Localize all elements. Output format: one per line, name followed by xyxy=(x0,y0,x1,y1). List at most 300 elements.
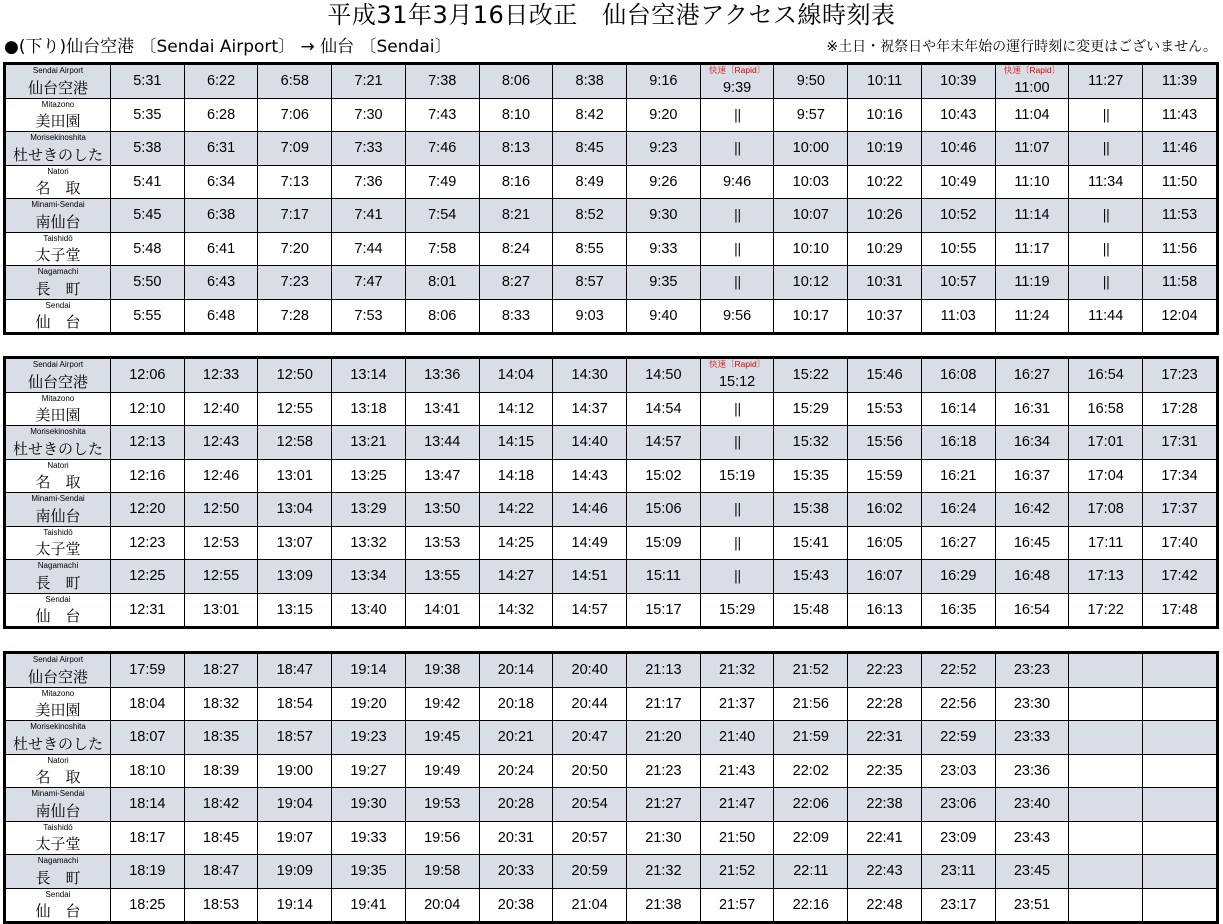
departure-time: 10:26 xyxy=(866,207,903,224)
time-cell xyxy=(111,299,185,333)
time-cell xyxy=(995,165,1069,199)
station-name-ja: 名 取 xyxy=(35,768,81,786)
table-row xyxy=(6,855,1217,889)
time-cell xyxy=(479,593,553,627)
time-cell xyxy=(921,788,995,822)
departure-time: 18:47 xyxy=(202,863,240,880)
time-cell xyxy=(848,593,922,627)
departure-time: 9:20 xyxy=(649,106,678,123)
time-cell xyxy=(700,493,774,527)
departure-time: 10:46 xyxy=(940,140,977,157)
departure-time: 18:19 xyxy=(129,863,166,880)
departure-time: 17:08 xyxy=(1087,501,1124,518)
departure-time: 10:52 xyxy=(940,207,977,224)
time-cell xyxy=(774,888,848,922)
station-name-en: Nagamachi xyxy=(37,561,79,570)
departure-time: 10:39 xyxy=(940,73,977,90)
time-cell xyxy=(405,98,479,132)
departure-time: 21:59 xyxy=(792,729,829,746)
departure-time: 12:31 xyxy=(129,601,166,618)
departure-time: 20:47 xyxy=(571,729,608,746)
time-cell xyxy=(700,788,774,822)
time-cell xyxy=(405,654,479,688)
time-cell xyxy=(479,359,553,393)
table-row xyxy=(6,98,1217,132)
departure-time: 6:43 xyxy=(206,274,236,291)
time-cell xyxy=(479,821,553,855)
station-name-en: Morisekinoshita xyxy=(30,133,86,142)
departure-time: 20:50 xyxy=(571,762,608,779)
time-cell xyxy=(627,299,701,333)
departure-time: 10:57 xyxy=(940,274,977,291)
departure-time: 20:57 xyxy=(571,829,608,846)
time-cell xyxy=(700,299,774,333)
time-cell xyxy=(627,821,701,855)
departure-time: 15:32 xyxy=(792,434,829,451)
departure-time: 19:35 xyxy=(350,863,387,880)
departure-time: 10:10 xyxy=(792,240,829,257)
departure-time: 20:24 xyxy=(497,762,535,779)
time-cell xyxy=(700,132,774,166)
station-name-cell xyxy=(6,165,111,199)
table-row xyxy=(6,65,1217,99)
time-cell xyxy=(332,232,406,266)
departure-time: 23:45 xyxy=(1013,863,1051,880)
departure-time: 22:09 xyxy=(792,829,829,846)
departure-time: 8:27 xyxy=(501,274,531,291)
station-name-en: Morisekinoshita xyxy=(30,427,86,436)
departure-time: 7:43 xyxy=(428,106,457,123)
station-name-cell xyxy=(6,232,111,266)
time-cell xyxy=(995,98,1069,132)
time-cell xyxy=(405,493,479,527)
departure-time: 18:17 xyxy=(129,829,166,846)
time-cell xyxy=(1069,493,1143,527)
time-cell xyxy=(921,232,995,266)
time-cell xyxy=(921,526,995,560)
time-cell xyxy=(1069,232,1143,266)
time-cell xyxy=(258,98,332,132)
time-cell xyxy=(479,392,553,426)
station-name-en: Nagamachi xyxy=(37,856,79,865)
departure-time: 13:09 xyxy=(276,568,313,585)
time-cell xyxy=(700,888,774,922)
departure-time: 15:56 xyxy=(866,434,903,451)
departure-time: 8:33 xyxy=(501,307,531,324)
departure-time: 13:04 xyxy=(276,501,313,518)
time-cell xyxy=(332,855,406,889)
departure-time: 13:18 xyxy=(350,400,387,417)
time-cell xyxy=(479,299,553,333)
departure-time: 11:58 xyxy=(1161,274,1198,291)
departure-time: 16:45 xyxy=(1013,534,1051,551)
departure-time: 7:17 xyxy=(280,207,309,224)
time-cell xyxy=(1143,232,1217,266)
time-cell xyxy=(479,788,553,822)
timetable xyxy=(5,64,1217,333)
departure-time: 15:59 xyxy=(866,467,903,484)
departure-time: 12:53 xyxy=(202,534,240,551)
station-name-ja: 南仙台 xyxy=(35,801,81,820)
departure-time: 16:08 xyxy=(940,367,977,384)
time-cell xyxy=(774,754,848,788)
departure-time: 11:00 xyxy=(1014,79,1050,96)
time-cell xyxy=(774,721,848,755)
time-cell xyxy=(774,165,848,199)
time-cell xyxy=(184,526,258,560)
time-cell xyxy=(995,788,1069,822)
time-cell xyxy=(258,65,332,99)
station-name-cell xyxy=(6,493,111,527)
departure-time: 10:55 xyxy=(940,240,977,257)
time-cell xyxy=(848,359,922,393)
time-cell xyxy=(184,98,258,132)
station-name-en: Sendai Airport xyxy=(32,66,84,75)
time-cell xyxy=(111,754,185,788)
departure-time: 10:19 xyxy=(866,140,903,157)
time-cell xyxy=(479,426,553,460)
departure-time: 18:47 xyxy=(276,662,313,679)
station-name-en: Taishidō xyxy=(43,822,73,832)
time-cell xyxy=(627,359,701,393)
departure-time: 11:07 xyxy=(1014,140,1050,157)
departure-time: 18:27 xyxy=(202,662,240,679)
departure-time: 10:31 xyxy=(866,274,903,291)
time-cell xyxy=(700,426,774,460)
departure-time: 16:29 xyxy=(940,568,977,585)
time-cell xyxy=(405,721,479,755)
departure-time: 13:50 xyxy=(424,501,461,518)
time-cell xyxy=(405,266,479,300)
time-cell xyxy=(700,721,774,755)
time-cell xyxy=(184,654,258,688)
time-cell xyxy=(848,392,922,426)
departure-time: 15:09 xyxy=(645,534,682,551)
departure-time: 22:43 xyxy=(866,863,903,880)
time-cell xyxy=(258,855,332,889)
departure-time: 7:23 xyxy=(280,274,309,291)
departure-time: 6:34 xyxy=(206,173,236,190)
departure-time: 21:50 xyxy=(718,829,756,846)
table-row xyxy=(6,754,1217,788)
departure-time: 21:56 xyxy=(792,695,829,712)
station-name-cell xyxy=(6,821,111,855)
departure-time: 8:57 xyxy=(575,274,604,291)
departure-time: 6:38 xyxy=(206,207,236,224)
pass-through-mark: || xyxy=(733,208,741,224)
departure-time: 7:53 xyxy=(354,307,383,324)
departure-time: 16:27 xyxy=(940,534,977,551)
departure-time: 20:04 xyxy=(424,896,461,913)
station-name-cell xyxy=(6,359,111,393)
departure-time: 15:35 xyxy=(792,467,829,484)
time-cell xyxy=(848,132,922,166)
time-cell xyxy=(1143,199,1217,233)
departure-time: 13:55 xyxy=(424,568,461,585)
departure-time: 23:17 xyxy=(940,896,977,913)
departure-time: 23:06 xyxy=(940,796,977,813)
time-cell xyxy=(848,754,922,788)
departure-time: 16:48 xyxy=(1013,568,1051,585)
departure-time: 16:54 xyxy=(1087,367,1124,384)
departure-time: 17:28 xyxy=(1161,400,1198,417)
time-cell xyxy=(995,392,1069,426)
station-name-ja: 南仙台 xyxy=(35,506,81,525)
departure-time: 9:30 xyxy=(649,207,678,224)
time-cell xyxy=(184,754,258,788)
departure-time: 12:40 xyxy=(202,400,240,417)
time-cell xyxy=(553,654,627,688)
departure-time: 12:50 xyxy=(276,367,313,384)
time-cell xyxy=(1143,788,1217,822)
table-row xyxy=(6,359,1217,393)
departure-time: 13:21 xyxy=(350,434,387,451)
station-name-cell xyxy=(6,687,111,721)
time-cell xyxy=(258,359,332,393)
time-cell xyxy=(700,593,774,627)
time-cell xyxy=(111,392,185,426)
time-cell xyxy=(258,888,332,922)
station-name-ja: 長 町 xyxy=(35,279,81,298)
schedule-note: ※土日・祝祭日や年末年始の運行時刻に変更はございません。 xyxy=(826,39,1217,55)
time-cell xyxy=(1069,821,1143,855)
time-cell xyxy=(848,65,922,99)
station-name-en: Morisekinoshita xyxy=(30,722,86,731)
time-cell xyxy=(111,526,185,560)
time-cell xyxy=(1069,199,1143,233)
departure-time: 15:22 xyxy=(792,367,829,384)
time-cell xyxy=(479,855,553,889)
departure-time: 17:42 xyxy=(1161,568,1198,585)
departure-time: 21:40 xyxy=(718,729,756,746)
time-cell xyxy=(184,593,258,627)
station-name-en: Sendai Airport xyxy=(32,655,84,664)
time-cell xyxy=(553,855,627,889)
time-cell xyxy=(627,654,701,688)
departure-time: 11:04 xyxy=(1014,106,1050,123)
departure-time: 9:16 xyxy=(649,73,678,90)
time-cell xyxy=(479,560,553,594)
time-cell xyxy=(184,392,258,426)
time-cell xyxy=(1143,526,1217,560)
departure-time: 7:20 xyxy=(280,240,309,257)
time-cell xyxy=(111,888,185,922)
pass-through-mark: || xyxy=(733,141,741,157)
time-cell xyxy=(1143,493,1217,527)
departure-time: 8:38 xyxy=(575,73,604,90)
departure-time: 23:40 xyxy=(1013,796,1051,813)
time-cell xyxy=(848,687,922,721)
time-cell xyxy=(700,687,774,721)
time-cell xyxy=(405,199,479,233)
rapid-label: 快速〔Rapid〕 xyxy=(709,65,766,75)
time-cell xyxy=(258,593,332,627)
departure-time: 16:21 xyxy=(940,467,977,484)
departure-time: 18:54 xyxy=(276,695,313,712)
table-row xyxy=(6,654,1217,688)
station-name-cell xyxy=(6,754,111,788)
departure-time: 6:22 xyxy=(206,73,236,90)
time-cell xyxy=(184,721,258,755)
time-cell xyxy=(553,165,627,199)
departure-time: 15:46 xyxy=(866,367,903,384)
departure-time: 20:59 xyxy=(571,863,608,880)
departure-time: 7:13 xyxy=(280,173,309,190)
time-cell xyxy=(111,165,185,199)
time-cell xyxy=(700,232,774,266)
departure-time: 23:43 xyxy=(1013,829,1051,846)
pass-through-mark: || xyxy=(1102,275,1110,291)
time-cell xyxy=(479,888,553,922)
time-cell xyxy=(774,560,848,594)
departure-time: 21:52 xyxy=(792,662,829,679)
time-cell xyxy=(184,132,258,166)
time-cell xyxy=(405,392,479,426)
departure-time: 11:50 xyxy=(1161,173,1198,190)
departure-time: 22:11 xyxy=(793,863,829,880)
departure-time: 20:28 xyxy=(497,796,535,813)
departure-time: 23:23 xyxy=(1013,662,1051,679)
time-cell xyxy=(848,459,922,493)
time-cell xyxy=(700,560,774,594)
time-cell xyxy=(332,266,406,300)
time-cell xyxy=(479,132,553,166)
departure-time: 10:43 xyxy=(940,106,977,123)
time-cell xyxy=(553,788,627,822)
time-cell xyxy=(848,493,922,527)
time-cell xyxy=(848,299,922,333)
departure-time: 22:06 xyxy=(792,796,829,813)
time-cell xyxy=(995,132,1069,166)
time-cell xyxy=(921,199,995,233)
pass-through-mark: || xyxy=(733,535,741,551)
departure-time: 21:32 xyxy=(718,662,756,679)
table-row xyxy=(6,721,1217,755)
station-name-en: Sendai xyxy=(45,594,71,604)
departure-time: 6:58 xyxy=(280,73,309,90)
time-cell xyxy=(1069,392,1143,426)
time-cell xyxy=(700,526,774,560)
time-cell xyxy=(995,855,1069,889)
station-name-ja: 仙 台 xyxy=(35,607,81,625)
departure-time: 15:48 xyxy=(792,601,829,618)
time-cell xyxy=(111,459,185,493)
time-cell xyxy=(848,426,922,460)
station-name-ja: 美田園 xyxy=(35,406,81,424)
time-cell xyxy=(700,98,774,132)
departure-time: 20:44 xyxy=(571,695,608,712)
time-cell xyxy=(479,654,553,688)
station-name-ja: 仙台空港 xyxy=(27,372,88,391)
time-cell xyxy=(995,687,1069,721)
time-cell xyxy=(995,593,1069,627)
time-cell xyxy=(479,98,553,132)
departure-time: 13:44 xyxy=(424,434,461,451)
time-cell xyxy=(405,65,479,99)
time-cell xyxy=(848,165,922,199)
time-cell xyxy=(332,821,406,855)
departure-time: 14:57 xyxy=(571,601,608,618)
time-cell xyxy=(921,654,995,688)
departure-time: 8:55 xyxy=(575,240,604,257)
time-cell xyxy=(700,165,774,199)
time-cell xyxy=(921,721,995,755)
time-cell xyxy=(1143,359,1217,393)
table-row xyxy=(6,687,1217,721)
departure-time: 7:21 xyxy=(354,73,383,90)
time-cell xyxy=(258,392,332,426)
time-cell xyxy=(774,493,848,527)
time-cell xyxy=(405,165,479,199)
time-cell xyxy=(111,359,185,393)
station-name-en: Sendai Airport xyxy=(32,360,84,369)
departure-time: 8:45 xyxy=(575,140,604,157)
departure-time: 23:33 xyxy=(1013,729,1051,746)
station-name-en: Sendai xyxy=(45,889,71,899)
time-cell xyxy=(184,888,258,922)
time-cell xyxy=(111,560,185,594)
time-cell xyxy=(258,165,332,199)
time-cell xyxy=(479,266,553,300)
departure-time: 18:35 xyxy=(202,729,240,746)
time-cell xyxy=(921,426,995,460)
departure-time: 10:12 xyxy=(792,274,829,291)
time-cell xyxy=(921,299,995,333)
departure-time: 6:41 xyxy=(206,240,236,257)
departure-time: 20:38 xyxy=(497,896,535,913)
departure-time: 13:36 xyxy=(424,367,461,384)
departure-time: 11:10 xyxy=(1014,173,1050,190)
time-cell xyxy=(1143,721,1217,755)
time-cell xyxy=(848,654,922,688)
time-cell xyxy=(553,98,627,132)
time-cell xyxy=(774,359,848,393)
departure-time: 10:29 xyxy=(866,240,903,257)
departure-time: 11:46 xyxy=(1161,140,1198,157)
time-cell xyxy=(627,165,701,199)
departure-time: 8:06 xyxy=(501,73,531,90)
departure-time: 12:50 xyxy=(202,501,240,518)
departure-time: 19:23 xyxy=(350,729,387,746)
table-row xyxy=(6,199,1217,233)
station-name-en: Taishidō xyxy=(43,233,73,243)
departure-time: 23:03 xyxy=(940,762,977,779)
timetable-block-1 xyxy=(3,62,1219,335)
departure-time: 14:12 xyxy=(497,400,535,417)
station-name-en: Minami-Sendai xyxy=(31,789,85,798)
time-cell xyxy=(479,493,553,527)
departure-time: 5:50 xyxy=(133,274,162,291)
pass-through-mark: || xyxy=(733,275,741,291)
station-name-cell xyxy=(6,299,111,333)
departure-time: 5:55 xyxy=(133,307,162,324)
departure-time: 14:32 xyxy=(497,601,535,618)
time-cell xyxy=(111,593,185,627)
time-cell xyxy=(848,788,922,822)
direction-label: ●(下り)仙台空港 〔Sendai Airport〕 → 仙台 〔Sendai〕 xyxy=(4,37,452,57)
departure-time: 22:28 xyxy=(866,695,903,712)
departure-time: 16:31 xyxy=(1013,400,1051,417)
time-cell xyxy=(921,392,995,426)
time-cell xyxy=(921,754,995,788)
departure-time: 20:54 xyxy=(571,796,608,813)
station-name-cell xyxy=(6,98,111,132)
departure-time: 14:37 xyxy=(571,400,608,417)
time-cell xyxy=(184,459,258,493)
departure-time: 10:00 xyxy=(792,140,829,157)
station-name-en: Natori xyxy=(47,755,69,765)
time-cell xyxy=(627,232,701,266)
